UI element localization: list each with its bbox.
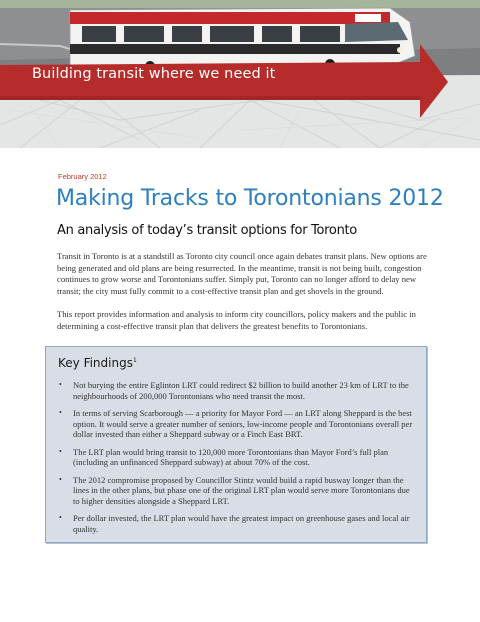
finding-text: Per dollar invested, the LRT plan would have the greatest impact on greenhouse gases and local air quality.: [73, 513, 410, 534]
key-findings-title: [58, 356, 137, 370]
publication-date: February 2012: [58, 172, 107, 181]
key-findings-list: [58, 380, 418, 541]
key-findings-box: [45, 346, 427, 543]
finding-item: [58, 380, 418, 401]
intro-paragraph: Transit in Toronto is at a standstill as Toronto city council once again debates transit plans. New options are being generated and old plans are being resurrected. In the meantime, transit is not being built, congestion continues to grow worse and Torontonians suffer. Simply put, Toronto can no longer afford to delay new transit; the city must fully commit to a cost-effective transit plan and get shovels in the ground.: [57, 251, 427, 296]
bullet-marker: •: [59, 380, 62, 389]
finding-text: The LRT plan would bring transit to 120,000 more Torontonians than Mayor Ford’s full plan (including an unfinanced Sheppard subway) at about 70% of the cost.: [73, 446, 389, 468]
bullet-marker: •: [59, 513, 62, 523]
bullet-marker: •: [59, 407, 62, 417]
key-findings-title-text: Key Findings: [58, 356, 133, 370]
finding-item: [58, 513, 418, 534]
banner-tagline: Building transit where we need it: [32, 66, 276, 82]
bullet-marker: •: [59, 474, 62, 484]
document-subtitle: An analysis of today’s transit options for Toronto: [57, 223, 357, 238]
finding-text: Not burying the entire Eglinton LRT could redirect $2 billion to build another 23 km of LRT to the neighbourhoods of 200,000 Torontonians who need transit the most.: [73, 380, 409, 401]
finding-text: The 2012 compromise proposed by Councillor Stintz would build a rapid busway longer than the lines in the other plans, but phase one of the original LRT plan would serve more Torontonians due to higher densities alongside a Sheppard LRT.: [73, 474, 410, 506]
report-purpose-paragraph: This report provides information and analysis to inform city councillors, policy makers and the public in determining a cost-effective transit plan that delivers the greatest benefits to Torontonians.: [57, 309, 416, 331]
footnote-mark: 1: [132, 357, 137, 364]
finding-item: [58, 447, 418, 468]
finding-item: [58, 408, 418, 440]
bullet-marker: •: [59, 446, 62, 456]
finding-text: In terms of serving Scarborough — a priority for Mayor Ford — an LRT along Sheppard is the best option. It would serve a greater number of seniors, low-income people and Torontonians overall per dollar invested than either a Sheppard subway or a Finch East BRT.: [73, 407, 413, 440]
header-banner: [0, 0, 480, 148]
finding-item: [58, 475, 418, 507]
document-title: Making Tracks to Torontonians 2012: [56, 186, 444, 211]
